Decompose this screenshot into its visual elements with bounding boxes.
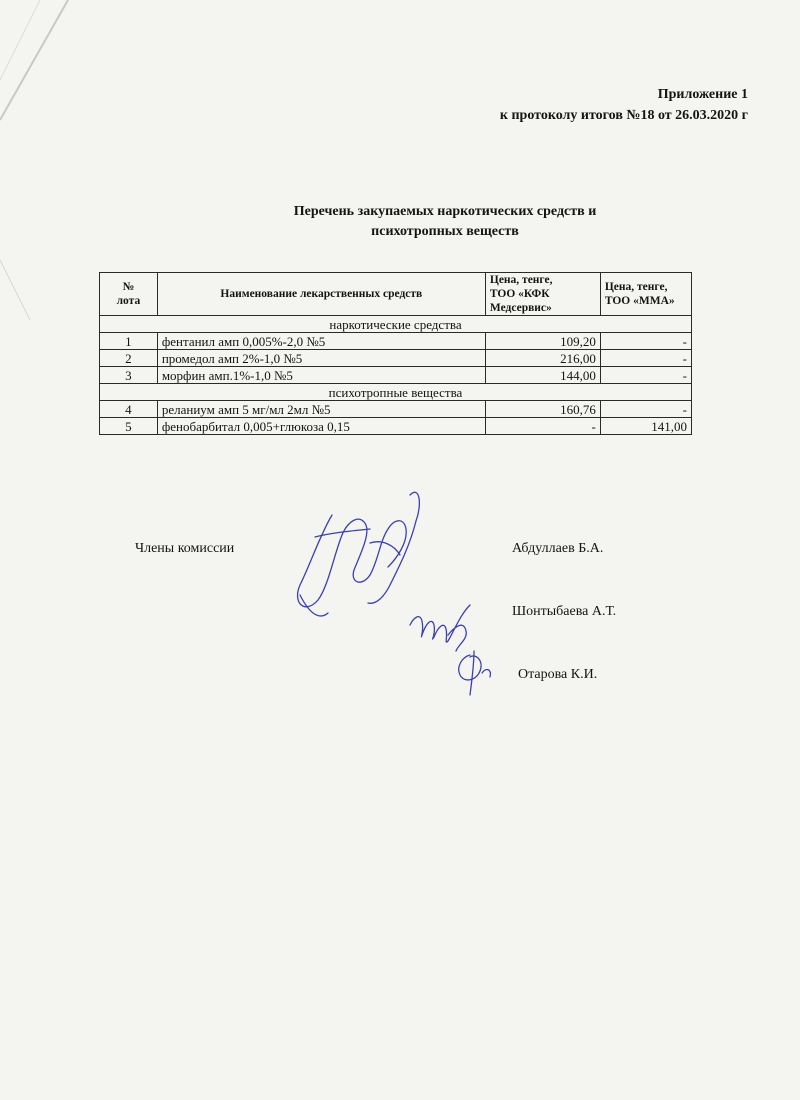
price-mma: - xyxy=(600,350,691,367)
column-header-lot-number: № лота xyxy=(100,273,158,316)
member-name-shontybaeva: Шонтыбаева А.Т. xyxy=(512,604,617,619)
drug-name: морфин амп.1%-1,0 №5 xyxy=(157,367,485,384)
drug-name: фенобарбитал 0,005+глюкоза 0,15 xyxy=(157,418,485,435)
price-mma: 141,00 xyxy=(600,418,691,435)
table-row xyxy=(100,367,692,384)
lots-table xyxy=(99,272,692,435)
price-kfk: 216,00 xyxy=(485,350,600,367)
lot-number: 1 xyxy=(100,333,158,350)
drug-name: фентанил амп 0,005%-2,0 №5 xyxy=(157,333,485,350)
table-row xyxy=(100,418,692,435)
signature-abdullaev xyxy=(298,492,420,616)
price-kfk: 109,20 xyxy=(485,333,600,350)
commission-label: Члены комиссии xyxy=(135,541,235,556)
lot-number: 4 xyxy=(100,401,158,418)
table-row xyxy=(100,333,692,350)
member-name-abdullaev: Абдуллаев Б.А. xyxy=(512,541,604,556)
table-header-row xyxy=(100,273,692,316)
lot-number: 2 xyxy=(100,350,158,367)
title-line-2: психотропных веществ xyxy=(371,224,519,239)
protocol-reference: к протоколу итогов №18 от 26.03.2020 г xyxy=(499,108,748,123)
signatures xyxy=(270,475,510,705)
group-row xyxy=(100,316,692,333)
group-title-narcotic: наркотические средства xyxy=(100,316,692,333)
group-row xyxy=(100,384,692,401)
column-header-drug-name: Наименование лекарственных средств xyxy=(157,273,485,316)
title-line-1: Перечень закупаемых наркотических средств и xyxy=(293,204,597,219)
group-title-psychotropic: психотропные вещества xyxy=(100,384,692,401)
lot-number: 3 xyxy=(100,367,158,384)
signature-otarova xyxy=(459,651,491,695)
document-title xyxy=(240,202,650,242)
price-kfk: - xyxy=(485,418,600,435)
column-header-price-mma: Цена, тенге, ТОО «ММА» xyxy=(600,273,691,316)
document-header xyxy=(500,84,748,126)
price-mma: - xyxy=(600,333,691,350)
table-row xyxy=(100,350,692,367)
member-name-otarova: Отарова К.И. xyxy=(518,667,598,682)
appendix-label: Приложение 1 xyxy=(657,87,748,102)
drug-name: промедол амп 2%-1,0 №5 xyxy=(157,350,485,367)
table-row xyxy=(100,401,692,418)
drug-name: реланиум амп 5 мг/мл 2мл №5 xyxy=(157,401,485,418)
price-mma: - xyxy=(600,367,691,384)
scan-edge-shadow xyxy=(0,0,70,330)
signature-shontybaeva xyxy=(410,605,470,651)
lot-number: 5 xyxy=(100,418,158,435)
price-kfk: 144,00 xyxy=(485,367,600,384)
price-mma: - xyxy=(600,401,691,418)
price-kfk: 160,76 xyxy=(485,401,600,418)
column-header-price-kfk: Цена, тенге, ТОО «КФК Медсервис» xyxy=(485,273,600,316)
